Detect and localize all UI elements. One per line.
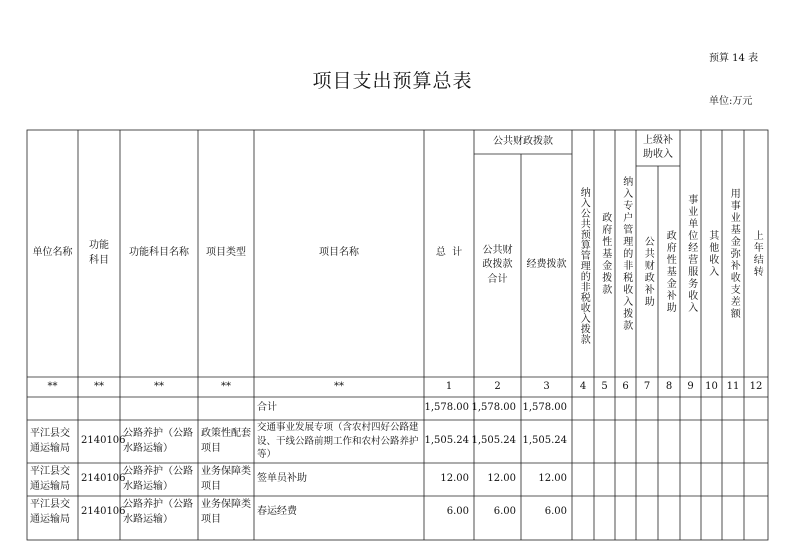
- index-cell: **: [94, 380, 104, 392]
- header-unit-name: 单位名称: [32, 247, 73, 259]
- header-business-income: 事业单位经营服务收入: [685, 193, 697, 314]
- table-row-name: 签单员补助: [257, 473, 307, 485]
- index-cell: 7: [643, 380, 651, 392]
- index-cell: 5: [601, 380, 608, 392]
- header-gov-fund: 政府性基金拨款: [599, 211, 611, 296]
- table-row-func-name: 公路养护（公路水路运输）: [123, 466, 193, 492]
- table-row-code: 2140106: [81, 506, 126, 518]
- index-cell: 2: [494, 380, 501, 392]
- table-row-type: 政策性配套项目: [201, 428, 251, 454]
- index-cell: 3: [543, 380, 550, 392]
- index-cell: 9: [687, 380, 694, 392]
- index-cell: 12: [749, 380, 763, 392]
- index-cell: **: [221, 380, 231, 392]
- header-non-tax: 纳入公共预算管理的非税收入拨款: [578, 186, 590, 345]
- table-row-func-name: 公路养护（公路水路运输）: [123, 499, 193, 525]
- table-row-pf: 1,505.24: [471, 435, 516, 447]
- header-project-type: 项目类型: [206, 247, 246, 259]
- header-special-non-tax: 纳入专户管理的非税收入拨款: [620, 175, 632, 332]
- index-cell: **: [334, 380, 344, 392]
- index-cell: **: [154, 380, 164, 392]
- header-other-income: 其他收入: [706, 229, 718, 278]
- table-row-name: 春运经费: [257, 506, 297, 518]
- form-number: 预算 14 表: [709, 53, 759, 64]
- table-row-code: 2140106: [81, 435, 126, 447]
- header-public-finance-group: 公共财政拨款: [493, 135, 553, 147]
- table-row-pf: 6.00: [493, 506, 516, 518]
- index-cell: 8: [665, 380, 673, 392]
- table-row-funding: 1,505.24: [522, 435, 567, 447]
- table-row-funding: 12.00: [538, 473, 567, 485]
- table-row-type: 业务保障类项目: [201, 466, 251, 492]
- table-row-unit: 平江县交通运输局: [30, 428, 70, 454]
- row-total-label: 合计: [257, 402, 277, 414]
- row-total-funding: 1,578.00: [522, 402, 567, 414]
- table-row-total: 6.00: [446, 506, 469, 518]
- table-row-code: 2140106: [81, 473, 126, 485]
- header-func-code: 功能科目: [89, 240, 109, 266]
- index-cell: **: [47, 380, 58, 392]
- index-cell: 6: [622, 380, 629, 392]
- table-row-name: 交通事业发展专项（含农村四好公路建设、干线公路前期工作和农村公路养护等）: [257, 421, 419, 461]
- table-row-unit: 平江县交通运输局: [30, 499, 70, 525]
- page-title: 项目支出预算总表: [312, 70, 473, 92]
- header-carry-over: 上年结转: [751, 229, 763, 278]
- header-public-finance-total: 公共财政拨款合计: [482, 244, 513, 285]
- table-row-total: 1,505.24: [424, 435, 469, 447]
- index-cell: 11: [726, 380, 740, 392]
- header-project-name: 项目名称: [319, 247, 359, 259]
- header-upper-income-group: 上级补助收入: [643, 134, 673, 160]
- table-row-unit: 平江县交通运输局: [30, 466, 70, 492]
- unit-label: 单位:万元: [709, 96, 753, 107]
- index-cell: 10: [705, 380, 718, 392]
- header-funding: 经费拨款: [526, 259, 567, 271]
- table-row-type: 业务保障类项目: [201, 499, 251, 525]
- row-total-pf: 1,578.00: [471, 402, 516, 414]
- index-cell: 1: [445, 380, 453, 392]
- table-row-total: 12.00: [440, 473, 469, 485]
- header-total: 总 计: [435, 247, 463, 259]
- header-func-name: 功能科目名称: [129, 247, 189, 259]
- table-row-pf: 12.00: [487, 473, 516, 485]
- row-total-total: 1,578.00: [424, 402, 469, 414]
- table-row-funding: 6.00: [544, 506, 567, 518]
- header-reserve-fund: 用事业基金弥补收支差额: [728, 187, 740, 320]
- header-gov-fund-subsidy: 政府性基金补助: [664, 229, 676, 314]
- header-public-subsidy: 公共财政补助: [642, 235, 654, 308]
- index-cell: 4: [579, 380, 587, 392]
- table-row-func-name: 公路养护（公路水路运输）: [123, 428, 193, 454]
